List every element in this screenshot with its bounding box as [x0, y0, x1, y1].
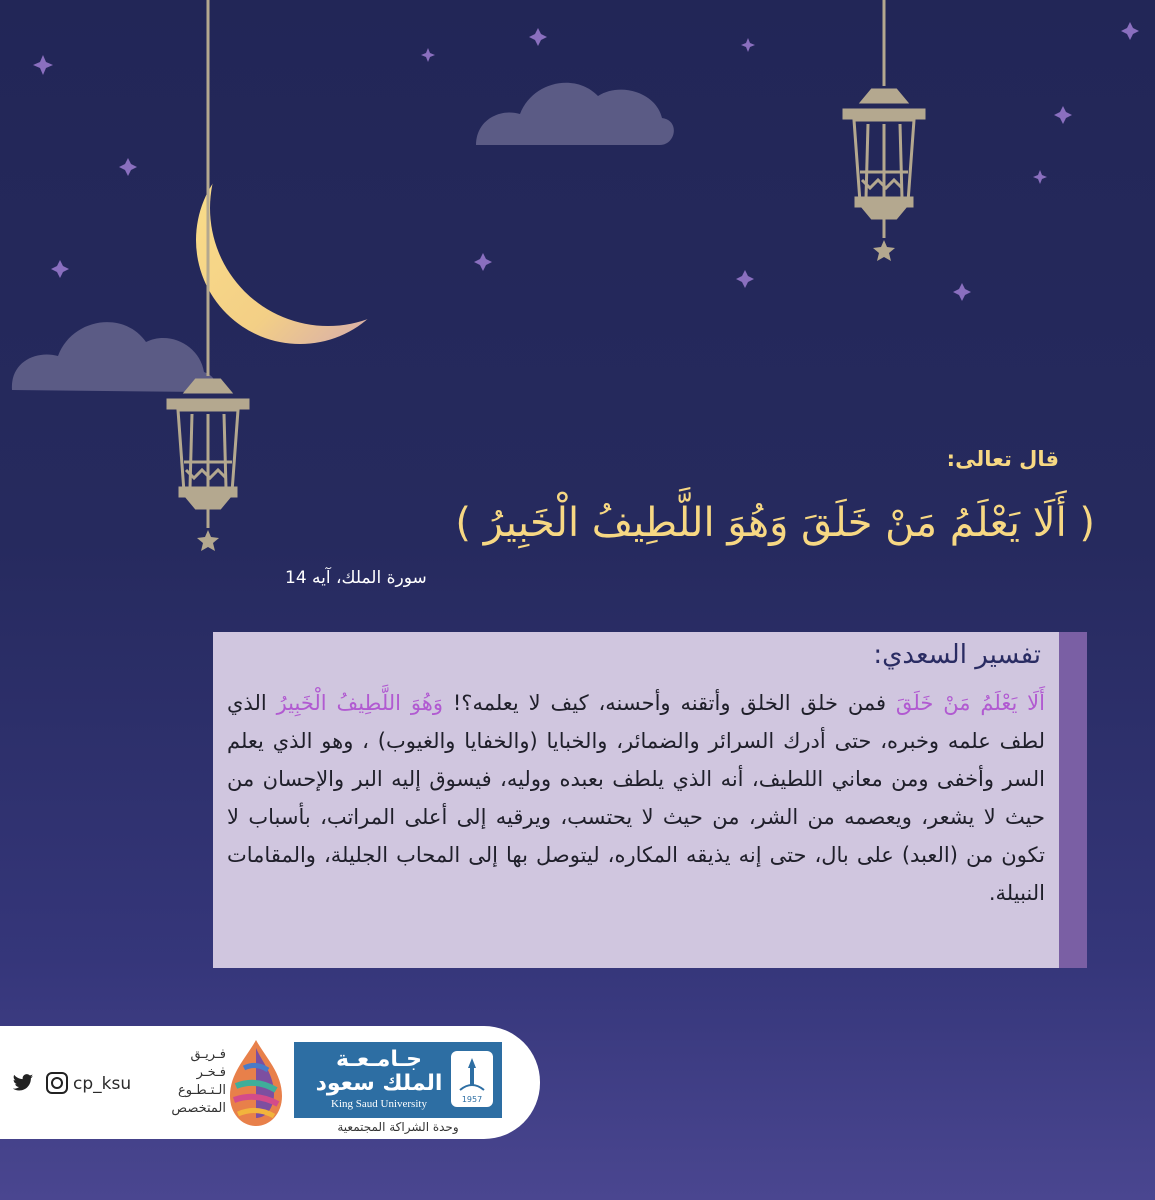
tafsir-body: [227, 684, 1045, 912]
twitter-icon[interactable]: [12, 1072, 34, 1094]
ksu-name-arabic-line: جـامـعـة: [335, 1047, 423, 1072]
instagram-icon[interactable]: [46, 1072, 68, 1094]
team-logo-icon: [226, 1038, 286, 1128]
team-name-line: فـريـق: [190, 1047, 226, 1062]
tafsir-accent-bar: [1059, 632, 1087, 968]
ksu-name-english: King Saud University: [331, 1098, 427, 1110]
social-handle[interactable]: cp_ksu: [73, 1074, 132, 1094]
ksu-name-arabic-line: الملك سعود: [315, 1071, 443, 1096]
ksu-unit-name: وحدة الشراكة المجتمعية: [337, 1120, 459, 1134]
tafsir-panel: [213, 632, 1059, 968]
verse-reference: سورة الملك، آيه 14: [285, 568, 427, 588]
team-name: [140, 1046, 226, 1118]
ksu-seal-year: 1957: [461, 1095, 483, 1104]
team-name-line: الـتـطـوع: [177, 1083, 226, 1098]
team-name-line: فـخـر: [196, 1065, 226, 1080]
moon-icon: [196, 136, 404, 344]
tafsir-text-2: الذي لطف علمه وخبره، حتى أدرك السرائر والضمائر، والخبايا (والخفايا والغيوب) ، وهو الذي يعلم السر وأخفى ومن معاني اللطيف، أنه الذي يلطف بعبده ووليه، فيسوق إليه البر والإحسان من حيث لا يشعر، ويعصمه من الشر، من حيث لا يحتسب، ويرقيه إلى أعلى المراتب، بأسباب لا تكون من (العبد) على بال، حتى إنه يذيقه المكاره، ليتوصل بها إلى المحاب الجليلة، والمقامات النبيلة.: [227, 691, 1045, 905]
ksu-name-arabic: [314, 1048, 444, 1096]
tafsir-quote-2: وَهُوَ اللَّطِيفُ الْخَبِيرُ: [276, 691, 443, 715]
tafsir-text-1: فمن خلق الخلق وأتقنه وأحسنه، كيف لا يعلمه؟!: [442, 691, 896, 715]
team-name-line: المتخصص: [171, 1101, 226, 1116]
ksu-logo: [294, 1042, 502, 1118]
tafsir-quote-1: أَلَا يَعْلَمُ مَنْ خَلَقَ: [895, 691, 1045, 715]
ksu-seal-icon: [450, 1050, 494, 1108]
footer-bar: [0, 1026, 540, 1139]
verse-text: ( أَلَا يَعْلَمُ مَنْ خَلَقَ وَهُوَ اللَّطِيفُ الْخَبِيرُ ): [455, 500, 1095, 546]
tafsir-title: تفسير السعدي:: [873, 640, 1041, 670]
lantern-right-icon: [844, 0, 924, 261]
verse-intro: قال تعالى:: [946, 447, 1059, 471]
